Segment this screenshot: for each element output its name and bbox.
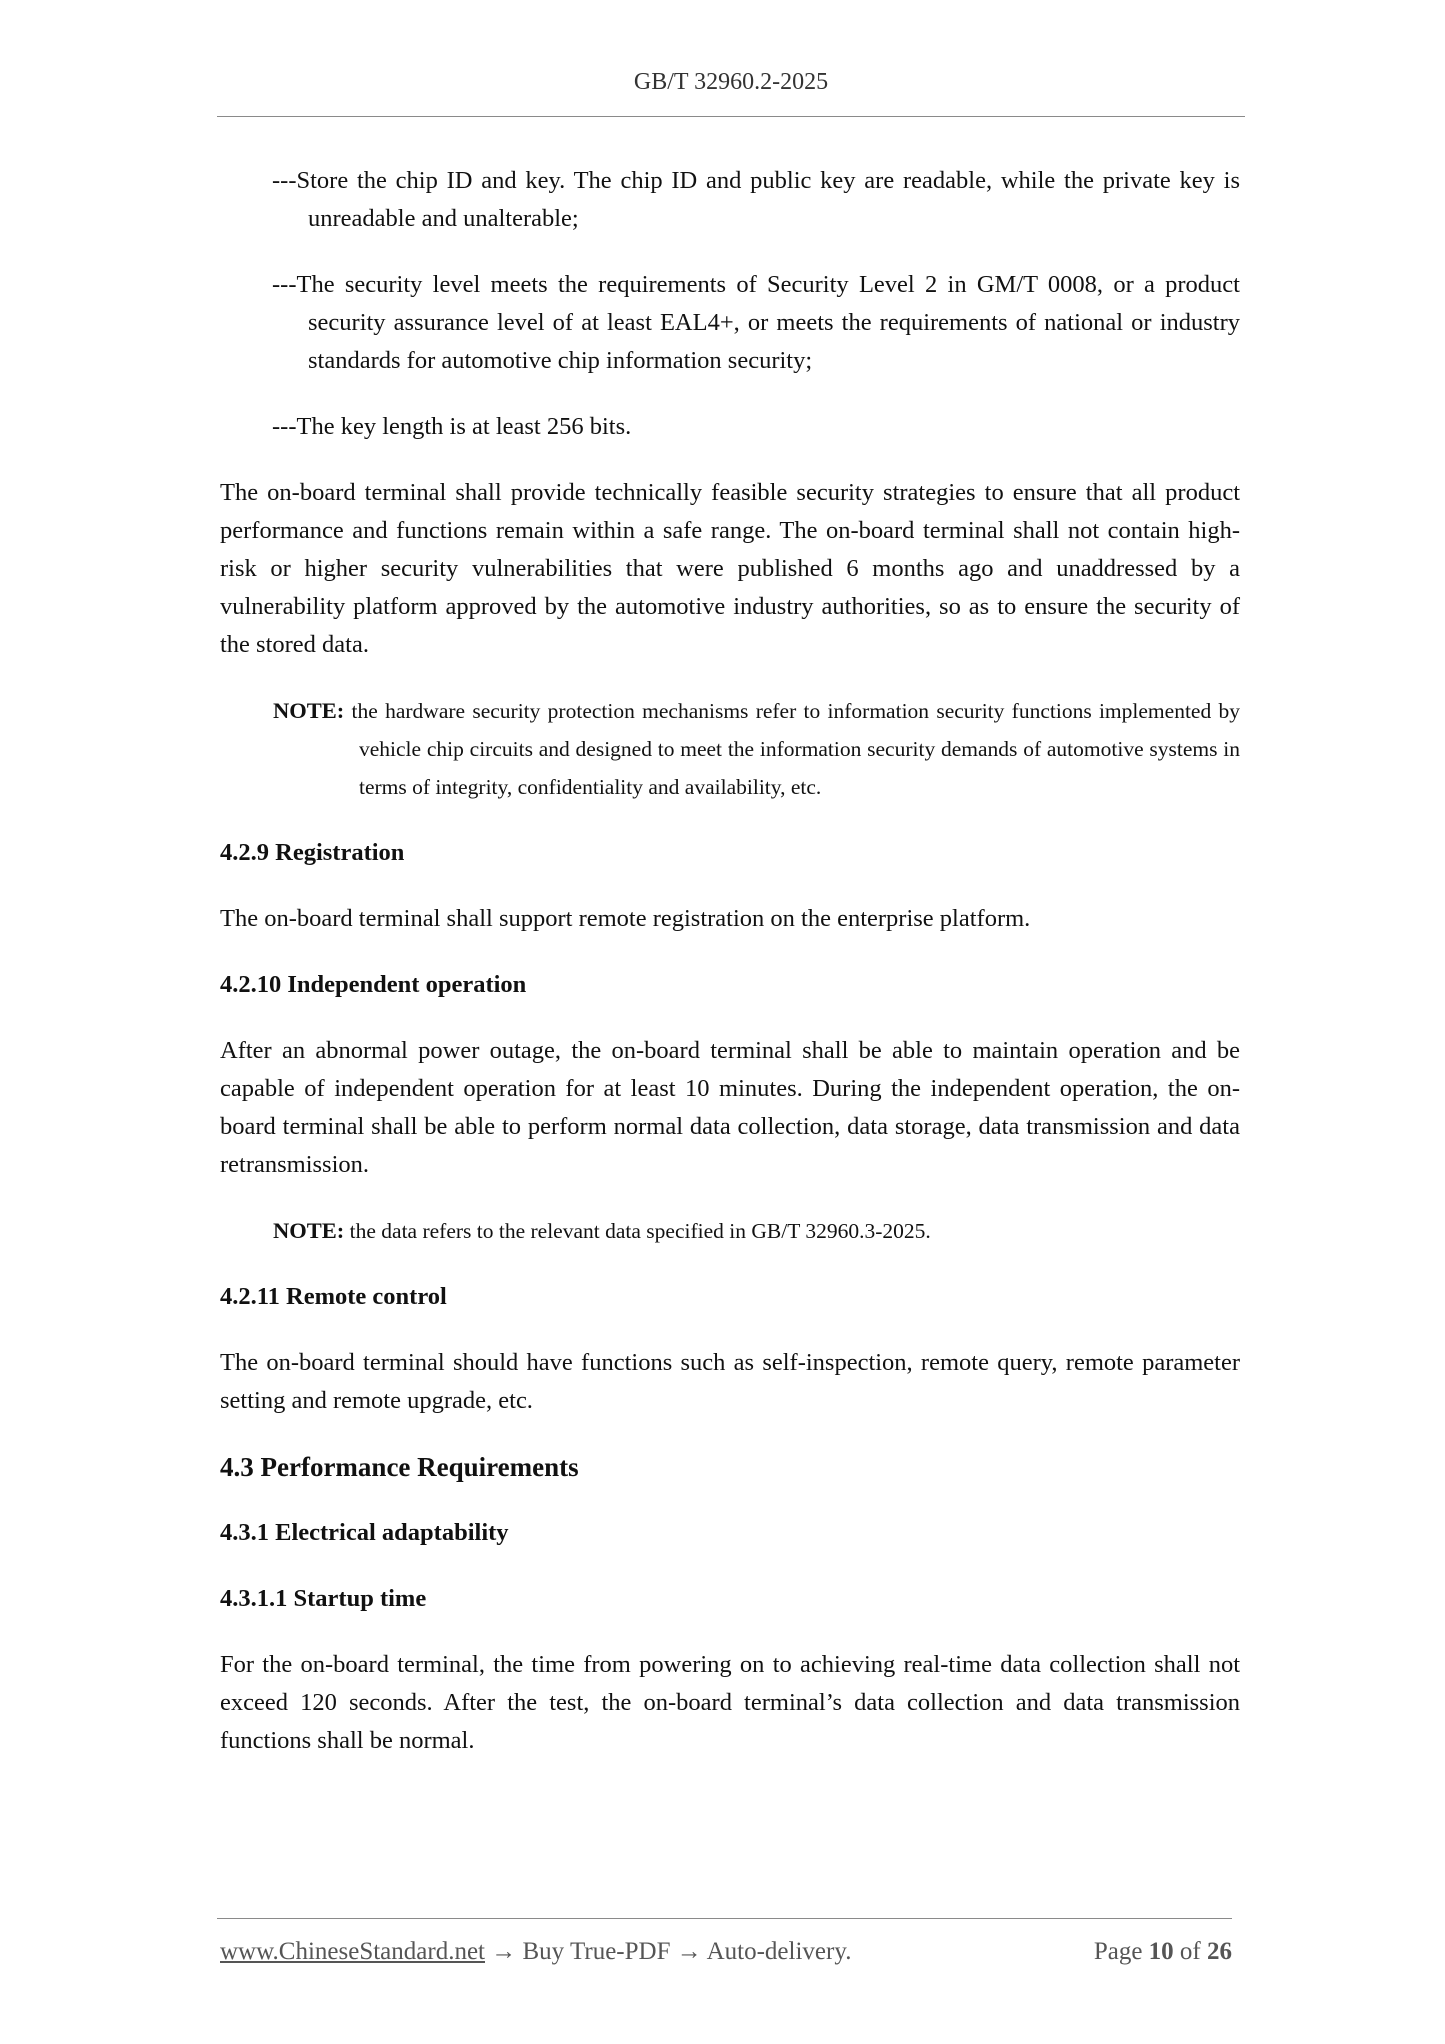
paragraph-remote-control: The on-board terminal should have functions such as self-inspection, remote query, remote parameter setting and remote upgrade, etc. — [220, 1349, 1240, 1414]
auto-delivery-text: Auto-delivery. — [706, 1938, 852, 1965]
bullet-chip-id: ---Store the chip ID and key. The chip ID and public key are readable, while the private key is unreadable and unalterable; — [272, 167, 1240, 232]
total-pages: 26 — [1207, 1938, 1232, 1965]
current-page: 10 — [1148, 1938, 1174, 1965]
paragraph-startup-time: For the on-board terminal, the time from powering on to achieving real-time data collection shall not exceed 120 seconds. After the test, the on-board terminal’s data collection and data transmission functions shall be normal. — [220, 1651, 1240, 1754]
site-link[interactable]: www.ChineseStandard.net — [220, 1938, 485, 1965]
bullet-key-length: ---The key length is at least 256 bits. — [272, 413, 632, 440]
page-number — [1094, 1934, 1232, 1970]
note-label: NOTE: — [273, 698, 345, 723]
note-data-reference — [220, 1212, 1240, 1250]
paragraph-registration: The on-board terminal shall support remote registration on the enterprise platform. — [220, 905, 1031, 932]
footer-divider — [217, 1918, 1232, 1919]
bullet-security-level: ---The security level meets the requirements of Security Level 2 in GM/T 0008, or a product security assurance level of at least EAL4+, or meets the requirements of national or industry standards for automotive chip information security; — [272, 271, 1240, 374]
heading-electrical-adaptability: 4.3.1 Electrical adaptability — [220, 1519, 509, 1546]
document-header-id: GB/T 32960.2-2025 — [633, 69, 829, 95]
note-text: the hardware security protection mechanisms refer to information security functions implemented by vehicle chip circuits and designed to meet the information security demands of automotive systems in terms of integrity, confidentiality and availability, etc. — [351, 699, 1240, 799]
arrow-right-icon: → — [491, 1938, 517, 1965]
heading-startup-time: 4.3.1.1 Startup time — [220, 1585, 427, 1612]
page-label: Page — [1093, 1938, 1143, 1965]
paragraph-security-strategy: The on-board terminal shall provide technically feasible security strategies to ensure that all product performance and functions remain within a safe range. The on-board terminal shall not contain high-risk or higher security vulnerabilities that were published 6 months ago and unaddressed by a vulnerability platform approved by the automotive industry authorities, so as to ensure the security of the stored data. — [220, 479, 1240, 658]
note-label: NOTE: — [273, 1218, 345, 1243]
paragraph-independent-operation: After an abnormal power outage, the on-board terminal shall be able to maintain operation and be capable of independent operation for at least 10 minutes. During the independent operation, the on-board terminal shall be able to perform normal data collection, data storage, data transmission and data retransmission. — [220, 1037, 1240, 1178]
header-divider — [217, 116, 1245, 117]
page-footer — [220, 1934, 1232, 1970]
heading-performance-requirements: 4.3 Performance Requirements — [220, 1452, 579, 1482]
buy-pdf-text: Buy True-PDF — [522, 1938, 671, 1965]
note-text: the data refers to the relevant data specified in GB/T 32960.3-2025. — [349, 1219, 931, 1243]
heading-independent-operation: 4.2.10 Independent operation — [220, 971, 527, 998]
heading-registration: 4.2.9 Registration — [220, 839, 405, 866]
heading-remote-control: 4.2.11 Remote control — [220, 1283, 447, 1310]
page-content — [220, 162, 1240, 1788]
note-hardware-security — [220, 692, 1240, 806]
arrow-right-icon: → — [676, 1938, 702, 1965]
of-label: of — [1179, 1938, 1201, 1965]
